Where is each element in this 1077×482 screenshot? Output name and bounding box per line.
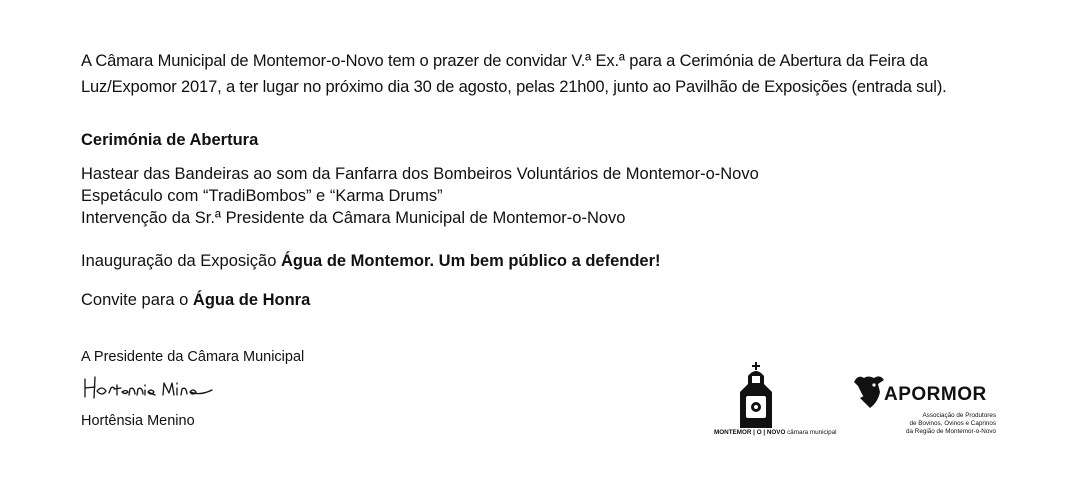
apormor-description-line-1: Associação de Produtores [922,412,996,419]
honor-line [81,287,1041,313]
inauguration-prefix: Inauguração da Exposição [81,252,281,270]
exhibition-title: Água de Montemor. Um bem público a defender! [280,252,661,270]
intro-paragraph [81,48,1041,100]
intro-line-1: A Câmara Municipal de Montemor-o-Novo tem o prazer de convidar V.ª Ex.ª para a Cerimónia de Abertura da Feira da [81,52,928,70]
honor-prefix: Convite para o [81,291,193,309]
program-list [81,163,1041,229]
apormor-description-line-2: de Bovinos, Ovinos e Caprinos [909,420,996,427]
apormor-name: APORMOR [884,384,987,405]
program-item-flags: Hastear das Bandeiras ao som da Fanfarra dos Bombeiros Voluntários de Montemor-o-Novo [81,165,759,183]
program-item-speech: Intervenção da Sr.ª Presidente da Câmara Municipal de Montemor-o-Novo [81,209,626,227]
apormor-logo [852,372,1002,442]
apormor-description [906,412,996,436]
municipal-caption-main: MONTEMOR | O | NOVO [714,429,786,436]
church-icon [736,362,776,428]
intro-line-2: Luz/Expomor 2017, a ter lugar no próximo dia 30 de agosto, pelas 21h00, junto ao Pavilhão de Exposições (entrada sul). [81,78,947,96]
municipal-caption [714,429,844,436]
municipal-caption-sub: câmara municipal [787,429,837,436]
program-heading: Cerimónia de Abertura [81,131,259,149]
municipal-logo [714,362,844,442]
honor-title: Água de Honra [192,291,311,309]
program-item-show: Espetáculo com “TradiBombos” e “Karma Drums” [81,187,443,205]
handwritten-signature [81,371,221,405]
signatory-name: Hortênsia Menino [81,413,195,429]
apormor-description-line-3: da Região de Montemor-o-Novo [906,428,996,435]
inauguration-line [81,248,1041,274]
signature-title: A Presidente da Câmara Municipal [81,349,305,365]
